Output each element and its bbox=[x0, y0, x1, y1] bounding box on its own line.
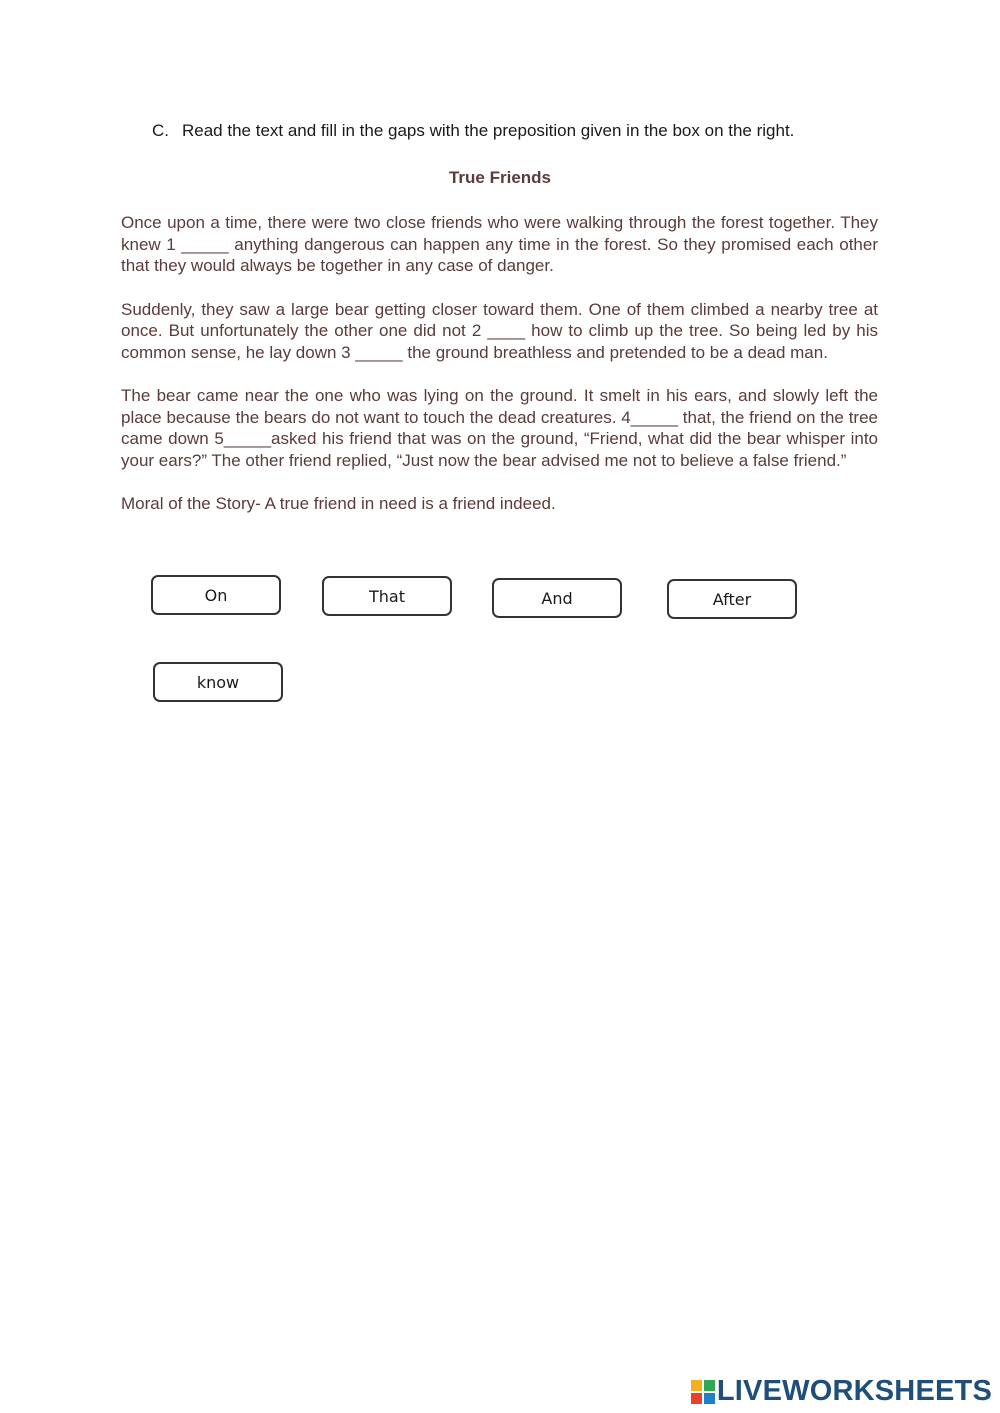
instruction-letter: C. bbox=[152, 121, 169, 140]
story-title: True Friends bbox=[448, 168, 552, 187]
story-body bbox=[121, 212, 878, 537]
logo-square-1 bbox=[691, 1380, 702, 1391]
story-paragraph-2: Suddenly, they saw a large bear getting closer toward them. One of them climbed a nearby tree at once. But unfortunately the other one did not 2 ____ how to climb up the tree. So being led by his common sense, he lay down 3 _____ the ground breathless and pretended to be a dead man. bbox=[121, 299, 878, 362]
logo-square-4 bbox=[704, 1393, 715, 1404]
story-moral: Moral of the Story- A true friend in need is a friend indeed. bbox=[121, 494, 556, 513]
liveworksheets-logo bbox=[691, 1375, 992, 1408]
logo-text: LIVEWORKSHEETS bbox=[716, 1375, 992, 1407]
instruction bbox=[152, 121, 794, 141]
word-option-on[interactable]: On bbox=[151, 575, 281, 615]
story-paragraph-3: The bear came near the one who was lying on the ground. It smelt in his ears, and slowly left the place because the bears do not want to touch the dead creatures. 4_____ that, the friend on the tree came down 5_____asked his friend that was on the ground, “Friend, what did the bear whisper into your ears?” The other friend replied, “Just now the bear advised me not to believe a false friend.” bbox=[121, 386, 878, 470]
logo-square-2 bbox=[704, 1380, 715, 1391]
instruction-text: Read the text and fill in the gaps with the preposition given in the box on the right. bbox=[182, 121, 795, 140]
word-option-after[interactable]: After bbox=[667, 579, 797, 619]
liveworksheets-logo-icon bbox=[691, 1380, 715, 1404]
logo-square-3 bbox=[691, 1393, 702, 1404]
word-option-and[interactable]: And bbox=[492, 578, 622, 618]
word-option-know[interactable]: know bbox=[153, 662, 283, 702]
word-option-that[interactable]: That bbox=[322, 576, 452, 616]
story-paragraph-1: Once upon a time, there were two close friends who were walking through the forest together. They knew 1 _____ anything dangerous can happen any time in the forest. So they promised each other that they would always be together in any case of danger. bbox=[121, 213, 878, 275]
